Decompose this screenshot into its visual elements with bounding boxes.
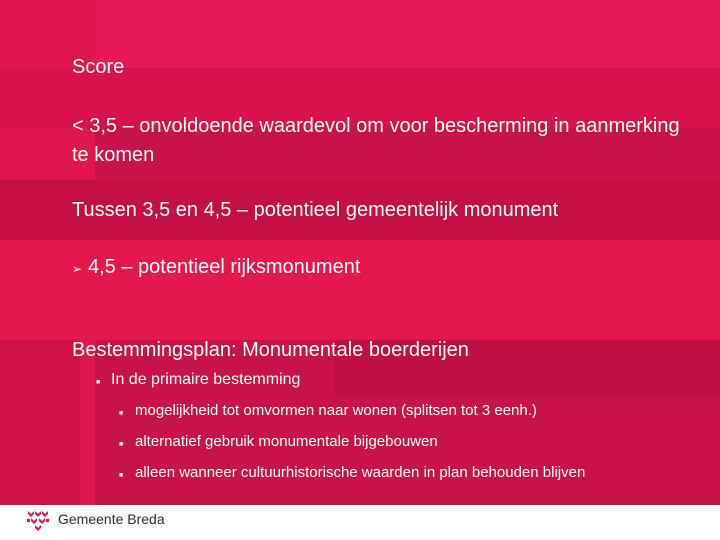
text-line-municipal: Tussen 3,5 en 4,5 – potentieel gemeentelijk monument (72, 199, 559, 221)
organization-name: Gemeente Breda (58, 511, 165, 527)
text-line-zoning-plan: Bestemmingsplan: Monumentale boerderijen (72, 339, 469, 361)
sub-list-item: alternatief gebruik monumentale bijgebouwen (135, 433, 438, 450)
square-bullet-icon: ■ (119, 410, 124, 417)
arrow-bullet-icon: ➢ (72, 262, 83, 276)
color-block (95, 0, 720, 68)
color-block (0, 240, 720, 340)
sub-heading: In de primaire bestemming (111, 371, 301, 388)
square-bullet-icon: ■ (119, 441, 124, 448)
color-block (0, 340, 80, 505)
breda-coat-of-arms-icon (25, 508, 51, 534)
sub-list-item: mogelijkheid tot omvormen naar wonen (splitsen tot 3 eenh.) (135, 402, 537, 419)
text-line-national: 4,5 – potentieel rijksmonument (88, 256, 361, 278)
square-bullet-icon: ■ (96, 379, 101, 386)
square-bullet-icon: ■ (119, 472, 124, 479)
text-line-insufficient: < 3,5 – onvoldoende waardevol om voor bescherming in aanmerking te komen (72, 115, 680, 166)
sub-list-item: alleen wanneer cultuurhistorische waarden in plan behouden blijven (135, 464, 586, 481)
slide-title: Score (72, 56, 125, 78)
